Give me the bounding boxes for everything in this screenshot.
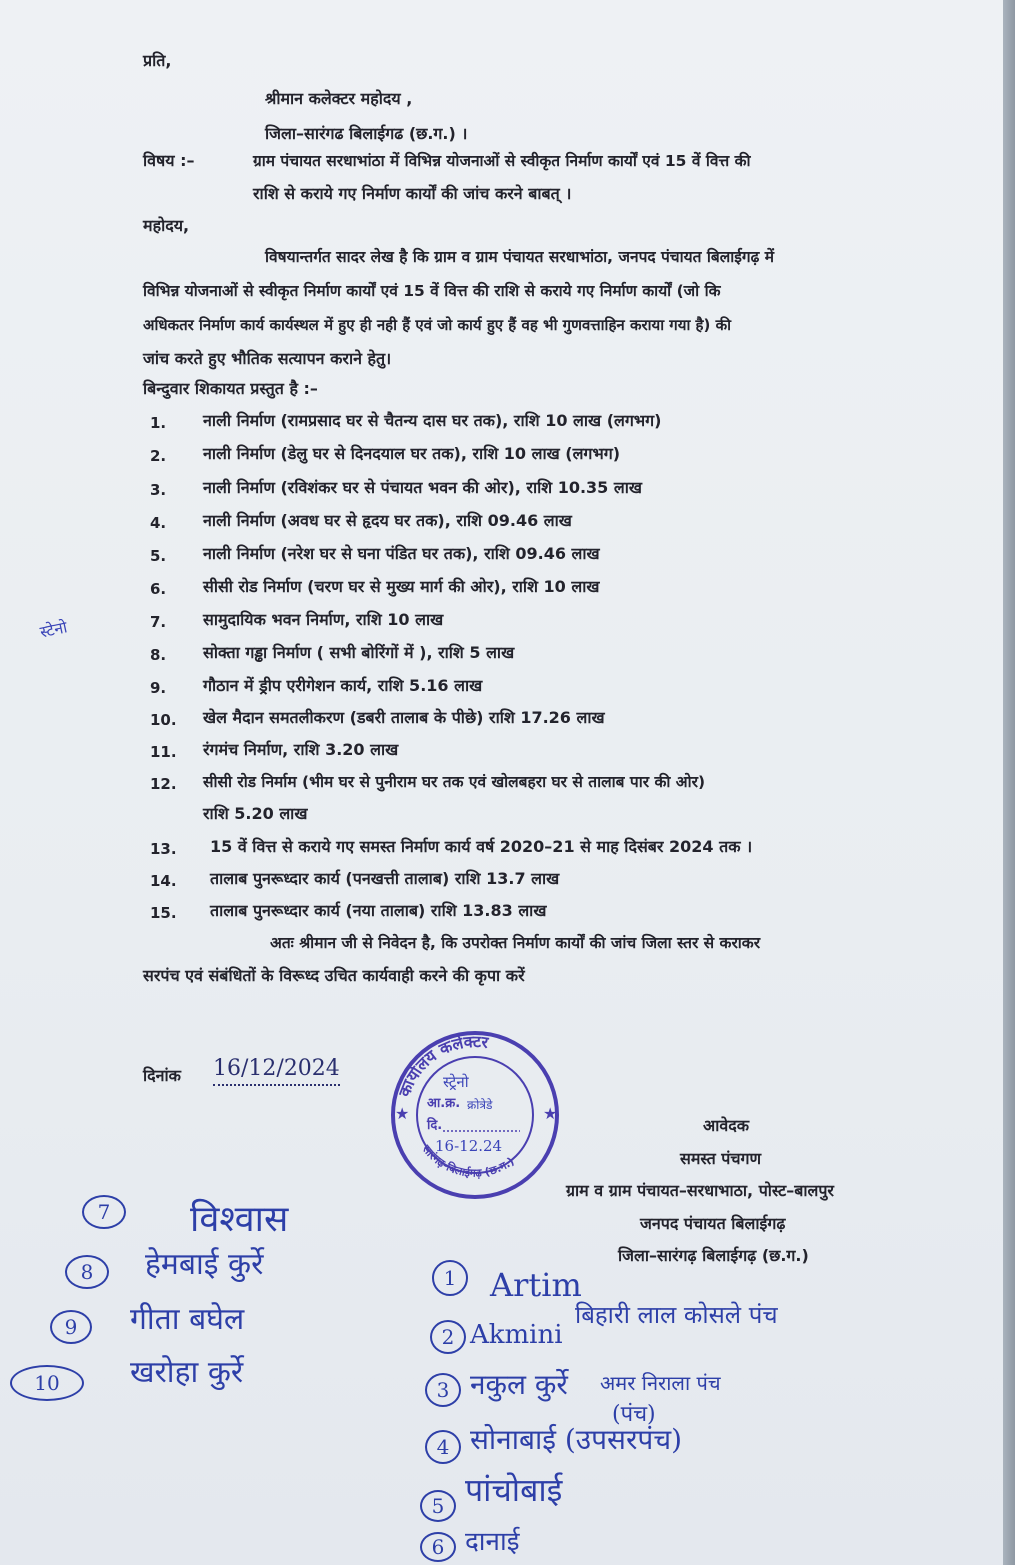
- signature: Akmini: [470, 1320, 563, 1350]
- to-label: प्रति,: [143, 51, 172, 70]
- list-item: सीसी रोड निर्माण (चरण घर से मुख्य मार्ग की ओर), राशि 10 लाख: [203, 577, 600, 596]
- signature: दानाई: [465, 1527, 520, 1557]
- list-item-number: 4.: [150, 514, 167, 532]
- list-item-number: 3.: [150, 481, 167, 499]
- para-line3: अधिकतर निर्माण कार्य कार्यस्थल में हुए ही नही हैं एवं जो कार्य हुए हैं वह भी गुणवत्ताहिन कराया गया है) की: [143, 316, 732, 334]
- list-item: सामुदायिक भवन निर्माण, राशि 10 लाख: [203, 610, 444, 629]
- signature-number: 6: [420, 1532, 456, 1562]
- para-line4: जांच करते हुए भौतिक सत्यापन कराने हेतु।: [143, 349, 392, 368]
- date-label: दिनांक: [143, 1066, 181, 1085]
- list-item: तालाब पुनरूध्दार कार्य (पनखत्ती तालाब) राशि 13.7 लाख: [210, 869, 560, 888]
- list-item-continuation: राशि 5.20 लाख: [203, 804, 308, 823]
- subject-line2: राशि से कराये गए निर्माण कार्यों की जांच करने बाबत् ।: [253, 184, 572, 203]
- signature: विश्वास: [190, 1199, 289, 1240]
- subject-label: विषय :–: [143, 151, 195, 170]
- stamp-date-label: दि.: [427, 1118, 443, 1133]
- stamp-bottom-text: सारंगढ़-बिलाईगढ़ (छ.ग.): [419, 1142, 517, 1180]
- signature: पांचोबाई: [465, 1471, 563, 1509]
- handwritten-note: बिहारी लाल कोसले पंच: [575, 1301, 778, 1329]
- list-item-number: 7.: [150, 613, 167, 631]
- addressee-line1: श्रीमान कलेक्टर महोदय ,: [265, 89, 413, 108]
- addressee-line2: जिला–सारंगढ बिलाईगढ (छ.ग.) ।: [265, 124, 468, 143]
- list-item-number: 6.: [150, 580, 167, 598]
- stamp-received-text: स्ट्रेनो: [443, 1073, 469, 1091]
- paper-edge: [1003, 0, 1015, 1565]
- list-item-number: 8.: [150, 646, 167, 664]
- margin-note: स्टेनो: [38, 617, 69, 642]
- stamp-star-icon: ★: [395, 1104, 410, 1123]
- applicant-label: आवेदक: [703, 1116, 750, 1135]
- list-item: नाली निर्माण (नरेश घर से घना पंडित घर तक), राशि 09.46 लाख: [203, 544, 600, 563]
- stamp-star-icon: ★: [543, 1104, 558, 1123]
- subject-line1: ग्राम पंचायत सरधाभांठा में विभिन्न योजनाओं से स्वीकृत निर्माण कार्यों एवं 15 वें वित्त की: [253, 152, 751, 170]
- list-item: नाली निर्माण (अवध घर से हृदय घर तक), राशि 09.46 लाख: [203, 511, 572, 530]
- list-item-number: 5.: [150, 547, 167, 565]
- list-item-number: 10.: [150, 711, 177, 729]
- para-line1: विषयान्तर्गत सादर लेख है कि ग्राम व ग्राम पंचायत सरधाभांठा, जनपद पंचायत बिलाईगढ़ में: [265, 248, 775, 266]
- list-item: खेल मैदान समतलीकरण (डबरी तालाब के पीछे) राशि 17.26 लाख: [203, 708, 605, 727]
- stamp-ref-value: क्रोत्रेडे: [467, 1098, 493, 1112]
- signature-number: 9: [50, 1310, 92, 1344]
- list-item: नाली निर्माण (रविशंकर घर से पंचायत भवन की ओर), राशि 10.35 लाख: [203, 478, 642, 497]
- list-item-number: 13.: [150, 840, 177, 858]
- para-line2: विभिन्न योजनाओं से स्वीकृत निर्माण कार्यों एवं 15 वें वित्त की राशि से कराये गए निर्माण कार्यों (जो कि: [143, 282, 721, 300]
- signature: खरोहा कुर्रे: [130, 1355, 244, 1390]
- applicant-line4: जनपद पंचायत बिलाईगढ़: [640, 1214, 786, 1233]
- stamp-top-text: कार्यालय कलेक्टर: [394, 1031, 490, 1100]
- list-item: सीसी रोड निर्माम (भीम घर से पुनीराम घर तक एवं खोलबहरा घर से तालाब पार की ओर): [203, 773, 706, 791]
- list-item: 15 वें वित्त से कराये गए समस्त निर्माण कार्य वर्ष 2020–21 से माह दिसंबर 2024 तक ।: [210, 837, 753, 856]
- signature-number: 4: [425, 1430, 461, 1464]
- list-intro: बिन्दुवार शिकायत प्रस्तुत है :–: [143, 379, 318, 398]
- list-item: तालाब पुनरूध्दार कार्य (नया तालाब) राशि 13.83 लाख: [210, 901, 547, 920]
- signature-number: 1: [432, 1260, 468, 1296]
- list-item: नाली निर्माण (रामप्रसाद घर से चैतन्य दास घर तक), राशि 10 लाख (लगभग): [203, 411, 662, 430]
- applicant-line3: ग्राम व ग्राम पंचायत–सरधाभाठा, पोस्ट–बालपुर: [566, 1181, 834, 1200]
- signature-number: 2: [430, 1320, 466, 1354]
- signature-number: 5: [420, 1490, 456, 1522]
- list-item-number: 1.: [150, 414, 167, 432]
- list-item-number: 15.: [150, 904, 177, 922]
- list-item: सोक्ता गड्ढा निर्माण ( सभी बोरिंगों में ), राशि 5 लाख: [203, 643, 515, 662]
- closing-line1: अतः श्रीमान जी से निवेदन है, कि उपरोक्त निर्माण कार्यों की जांच जिला स्तर से कराकर: [270, 934, 761, 952]
- list-item: रंगमंच निर्माण, राशि 3.20 लाख: [203, 740, 399, 759]
- signature: हेमबाई कुर्रे: [145, 1247, 264, 1282]
- handwritten-note: अमर निराला पंच: [600, 1371, 721, 1395]
- signature: सोनाबाई (उपसरपंच): [470, 1423, 683, 1456]
- applicant-line2: समस्त पंचगण: [680, 1149, 762, 1168]
- list-item-number: 9.: [150, 679, 167, 697]
- list-item: गौठान में ड्रीप एरीगेशन कार्य, राशि 5.16 लाख: [203, 676, 483, 695]
- list-item-number: 11.: [150, 743, 177, 761]
- list-item-number: 12.: [150, 775, 177, 793]
- signature: Artim: [490, 1266, 582, 1304]
- list-item: नाली निर्माण (डेलु घर से दिनदयाल घर तक), राशि 10 लाख (लगभग): [203, 444, 621, 463]
- closing-line2: सरपंच एवं संबंधितों के विरूध्द उचित कार्यवाही करने की कृपा करें: [143, 966, 525, 985]
- list-item-number: 14.: [150, 872, 177, 890]
- signature: नकुल कुर्रे: [470, 1368, 568, 1401]
- applicant-line5: जिला–सारंगढ़ बिलाईगढ़ (छ.ग.): [618, 1246, 809, 1265]
- list-item-number: 2.: [150, 447, 167, 465]
- stamp-ref-label: आ.क्र.: [427, 1096, 461, 1111]
- signature: गीता बघेल: [130, 1302, 245, 1337]
- date-value: 16/12/2024: [213, 1054, 340, 1086]
- signature-number: 10: [10, 1365, 84, 1401]
- signature-number: 3: [425, 1373, 461, 1407]
- signature-number: 7: [82, 1195, 126, 1229]
- signature-number: 8: [65, 1255, 109, 1289]
- handwritten-note: (पंच): [612, 1402, 656, 1427]
- stamp-date-value: 16-12.24: [435, 1137, 503, 1155]
- salutation: महोदय,: [143, 216, 190, 235]
- collector-office-stamp: [385, 1025, 565, 1205]
